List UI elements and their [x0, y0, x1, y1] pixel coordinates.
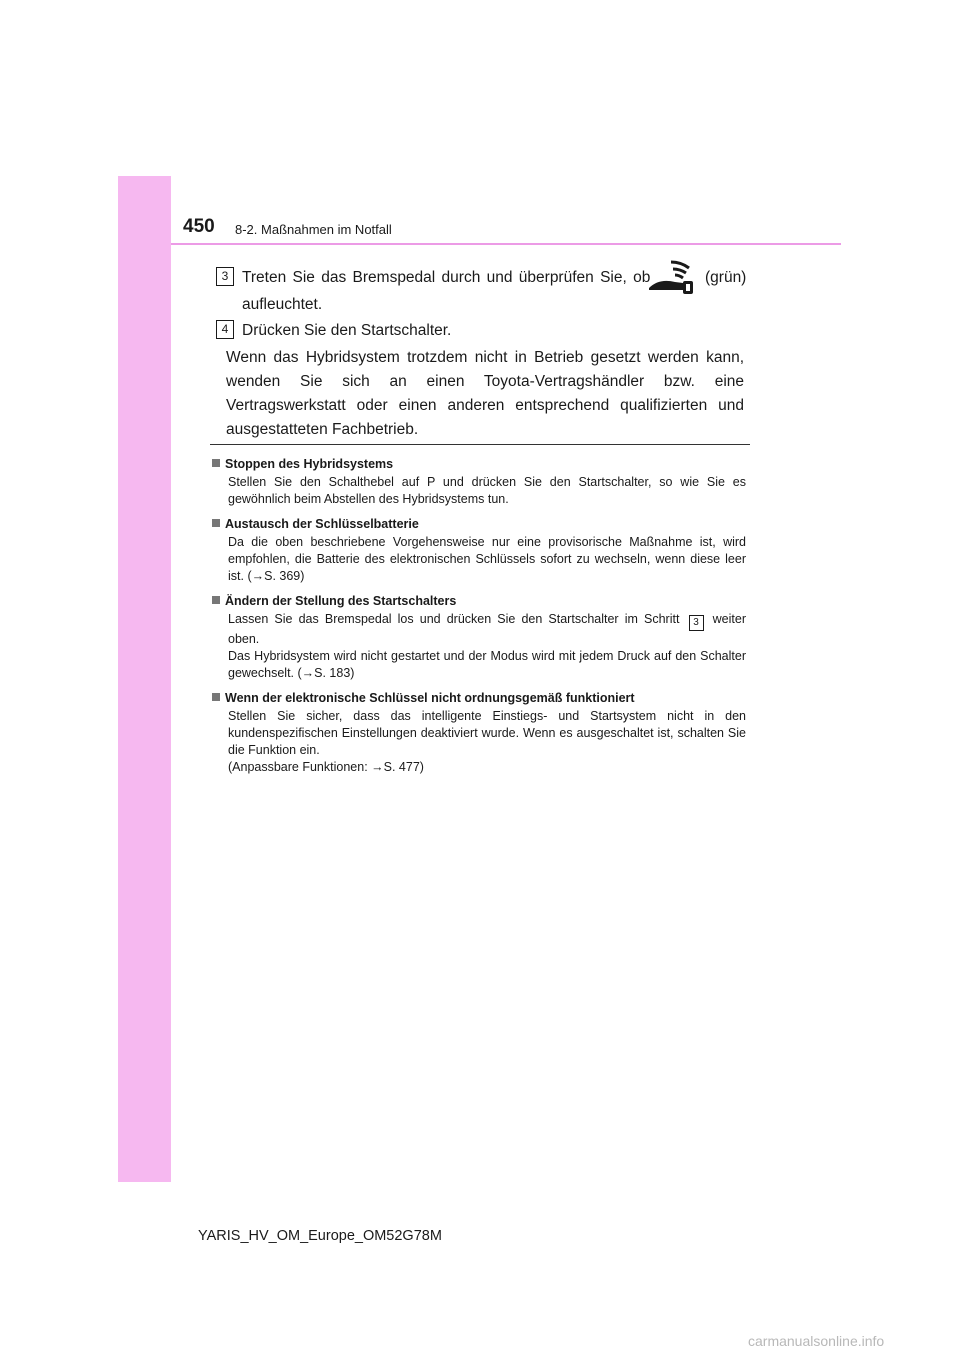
section-divider	[210, 444, 750, 445]
note-title: Austausch der Schlüsselbatterie	[225, 517, 419, 531]
note-title: Wenn der elektronische Schlüssel nicht ordnungsgemäß funktioniert	[225, 691, 635, 705]
note-text-2: (Anpassbare Funktionen: →S. 477)	[228, 760, 424, 774]
note-key-malfunction	[212, 688, 746, 776]
step-ref-box: 3	[689, 615, 704, 631]
note-text: Lassen Sie das Bremspedal los und drücken Sie den Startschalter im Schritt 3 weiter oben.	[228, 612, 746, 646]
note-text: Da die oben beschriebene Vorgehensweise nur eine provisorische Maßnahme ist, wird empfohlen, die Batterie des elektronischen Schlüssels sofort zu wechseln, wenn diese leer ist. (→S. 369)	[228, 535, 746, 583]
notes-section	[212, 454, 746, 782]
step-number-3: 3	[216, 267, 234, 286]
header-rule	[171, 243, 841, 245]
square-bullet-icon	[212, 693, 220, 701]
note-key-battery	[212, 514, 746, 585]
square-bullet-icon	[212, 519, 220, 527]
chapter-sidebar	[118, 176, 171, 1182]
page-number: 450	[183, 216, 215, 237]
note-text: Stellen Sie sicher, dass das intelligente Einstiegs- und Startsystem nicht in den kundenspezifischen Einstellungen deaktiviert wurde. Wenn es ausgeschaltet ist, schalten Sie die Funktion ein.	[228, 709, 746, 757]
document-footer: YARIS_HV_OM_Europe_OM52G78M	[198, 1228, 442, 1244]
square-bullet-icon	[212, 596, 220, 604]
note-text-2: Das Hybridsystem wird nicht gestartet und der Modus wird mit jedem Druck auf den Schalter gewechselt. (→S. 183)	[228, 649, 746, 680]
note-switch-position	[212, 591, 746, 682]
step-3-color: (grün)	[705, 269, 747, 286]
note-stop-hybrid	[212, 454, 746, 508]
note-text: Stellen Sie den Schalthebel auf P und drücken Sie den Startschalter, so wie Sie es gewöhnlich beim Abstellen des Hybridsystems tun.	[228, 475, 746, 506]
step-number-4: 4	[216, 320, 234, 339]
watermark: carmanualsonline.info	[748, 1333, 885, 1349]
note-title: Ändern der Stellung des Startschalters	[225, 594, 457, 608]
step-3-continuation: aufleuchtet.	[242, 296, 323, 313]
step-4-paragraph: Wenn das Hybridsystem trotzdem nicht in Betrieb gesetzt werden kann, wenden Sie sich an einen Toyota-Vertragshändler bzw. eine Vertragswerkstatt oder einen anderen entsprechend qualifizierten und ausgestatteten Fachbetrieb.	[226, 349, 744, 438]
step-4-text: Drücken Sie den Startschalter.	[242, 322, 452, 339]
hybrid-ready-indicator-icon	[645, 260, 697, 296]
section-title: 8-2. Maßnahmen im Notfall	[235, 222, 392, 237]
square-bullet-icon	[212, 459, 220, 467]
note-title: Stoppen des Hybridsystems	[225, 457, 394, 471]
step-3-text: Treten Sie das Bremspedal durch und überprüfen Sie, ob	[242, 269, 651, 286]
